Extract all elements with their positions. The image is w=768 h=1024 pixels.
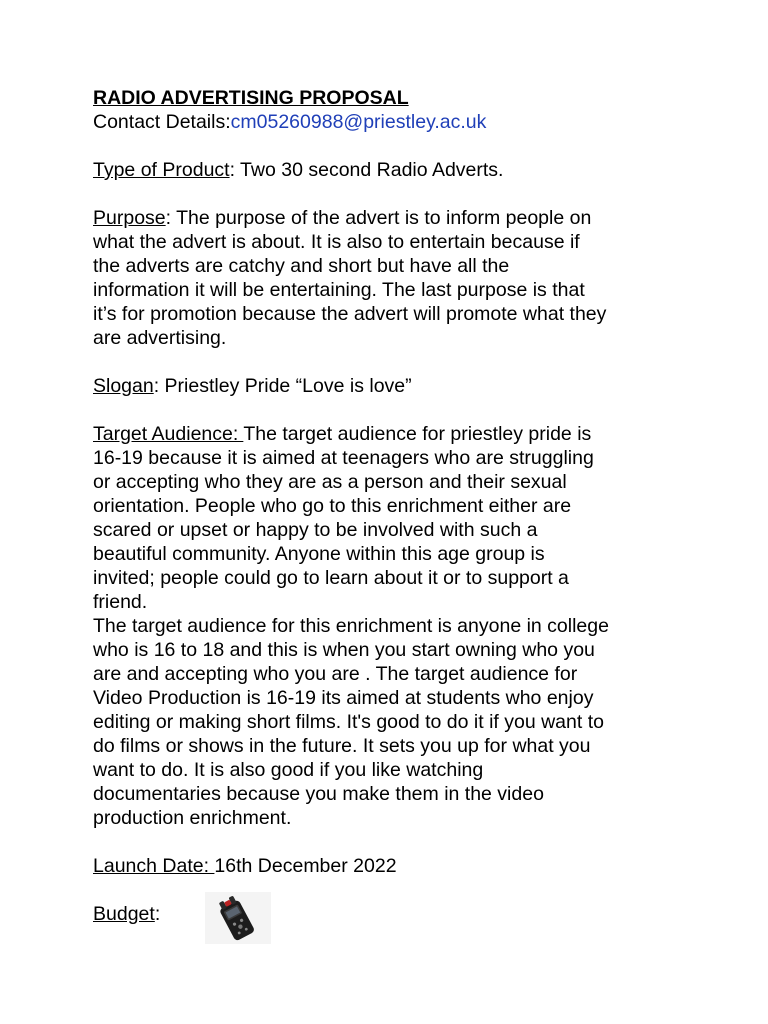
purpose-text: : The purpose of the advert is to inform people on	[165, 207, 592, 229]
audience-line: production enrichment.	[93, 807, 292, 829]
budget-section	[93, 892, 693, 952]
purpose-label: Purpose	[93, 207, 166, 229]
budget-label: Budget	[93, 903, 155, 925]
product-label: Type of Product	[93, 159, 230, 181]
slogan-label: Slogan	[93, 375, 154, 397]
spacer	[93, 830, 693, 854]
product-type	[93, 158, 693, 182]
audience-section	[93, 422, 693, 830]
launch-date-text: 16th December 2022	[214, 855, 397, 877]
title-text: RADIO ADVERTISING PROPOSAL	[93, 87, 409, 109]
audience-line	[93, 422, 693, 446]
audience-line: 16-19 because it is aimed at teenagers who are struggling	[93, 447, 594, 469]
audience-line: beautiful community. Anyone within this age group is	[93, 543, 545, 565]
budget-label-row	[93, 902, 160, 926]
purpose-line: it’s for promotion because the advert will promote what they	[93, 303, 607, 325]
purpose-line: are advertising.	[93, 327, 227, 349]
audience-line: invited; people could go to learn about it or to support a	[93, 567, 569, 589]
spacer	[93, 350, 693, 374]
spacer	[93, 878, 693, 892]
audience-line: editing or making short films. It's good to do it if you want to	[93, 711, 604, 733]
audience-line: are and accepting who you are . The target audience for	[93, 663, 578, 685]
audience-line: The target audience for this enrichment is anyone in college	[93, 615, 609, 637]
audience-line: friend.	[93, 591, 148, 613]
purpose-line	[93, 206, 693, 230]
audience-line: or accepting who they are as a person and their sexual	[93, 471, 567, 493]
document-body	[93, 86, 693, 952]
audience-line: scared or upset or happy to be involved with such a	[93, 519, 538, 541]
purpose-section	[93, 206, 693, 350]
audience-line: who is 16 to 18 and this is when you start owning who you	[93, 639, 595, 661]
contact-email-link[interactable]: cm05260988@priestley.ac.uk	[230, 111, 487, 133]
audio-recorder-image	[205, 892, 271, 944]
audience-line: want to do. It is also good if you like watching	[93, 759, 484, 781]
purpose-line: information it will be entertaining. The last purpose is that	[93, 279, 585, 301]
audience-label: Target Audience:	[93, 423, 244, 445]
spacer	[93, 398, 693, 422]
audience-line: documentaries because you make them in the video	[93, 783, 544, 805]
audience-text: The target audience for priestley pride is	[243, 423, 592, 445]
spacer	[93, 134, 693, 158]
spacer	[93, 182, 693, 206]
audience-line: do films or shows in the future. It sets you up for what you	[93, 735, 591, 757]
slogan-section	[93, 374, 693, 398]
audience-line: orientation. People who go to this enrichment either are	[93, 495, 572, 517]
purpose-line: what the advert is about. It is also to entertain because if	[93, 231, 580, 253]
contact-label: Contact Details:	[93, 111, 231, 133]
document-title	[93, 86, 693, 110]
slogan-text: : Priestley Pride “Love is love”	[153, 375, 412, 397]
launch-date-label: Launch Date:	[93, 855, 215, 877]
budget-colon: :	[154, 903, 161, 925]
contact-details	[93, 110, 693, 134]
launch-date-section	[93, 854, 693, 878]
product-text: : Two 30 second Radio Adverts.	[229, 159, 504, 181]
purpose-line: the adverts are catchy and short but have all the	[93, 255, 510, 277]
audience-line: Video Production is 16-19 its aimed at students who enjoy	[93, 687, 594, 709]
